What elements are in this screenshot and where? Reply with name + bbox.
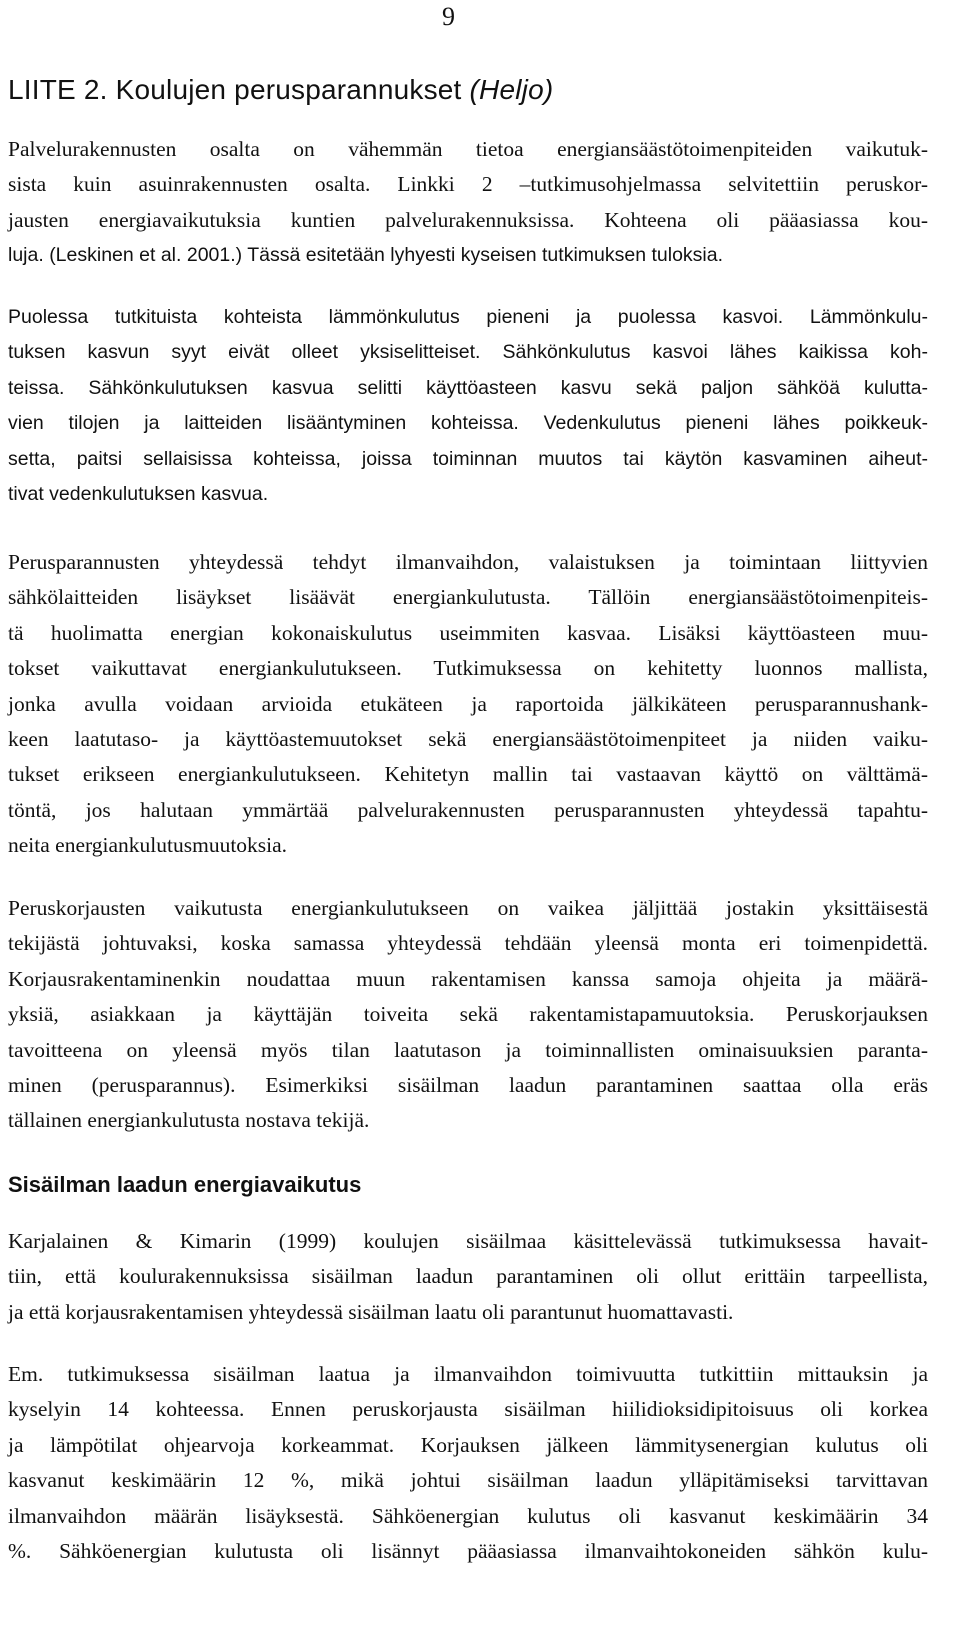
- text-line: tällainen energiankulutusta nostava tekijä.: [8, 1108, 370, 1133]
- text-line: tekijästä johtuvaksi, koska samassa yhteydessä tehdään yleensä monta eri toimenpidettä.: [8, 931, 928, 956]
- text-line: tokset vaikuttavat energiankulutukseen. Tutkimuksessa on kehitetty luonnos mallista,: [8, 656, 928, 681]
- text-line: Perusparannusten yhteydessä tehdyt ilmanvaihdon, valaistuksen ja toimintaan liittyvien: [8, 550, 928, 574]
- text-line: Palvelurakennusten osalta on vähemmän tietoa energiansäästötoimenpiteiden vaikutuk-: [8, 137, 928, 161]
- paragraph-renovation-effects: [8, 891, 928, 1139]
- text-line: kyselyin 14 kohteessa. Ennen peruskorjausta sisäilman hiilidioksidipitoisuus oli korkea: [8, 1397, 928, 1422]
- text-line: töntä, jos halutaan ymmärtää palvelurakennusten perusparannusten yhteydessä tapahtu-: [8, 797, 928, 822]
- text-line: tä huolimatta energian kokonaiskulutus useimmiten kasvaa. Lisäksi käyttöasteen muu-: [8, 620, 928, 645]
- text-line: ja että korjausrakentamisen yhteydessä sisäilman laatu oli parantunut huomattavasti.: [8, 1299, 734, 1324]
- text-line: Korjausrakentaminenkin noudattaa muun rakentamisen kanssa samoja ohjeita ja määrä-: [8, 966, 928, 991]
- text-line: tukset erikseen energiankulutukseen. Kehitetyn mallin tai vastaavan käyttö on välttämä-: [8, 762, 928, 787]
- heading-author: (Heljo): [469, 74, 554, 105]
- paragraph-measurements: [8, 1357, 928, 1569]
- text-line: Em. tutkimuksessa sisäilman laatua ja ilmanvaihdon toimivuutta tutkittiin mittauksin ja: [8, 1362, 928, 1386]
- heading-lead: LIITE 2. Koulujen perusparannukset: [8, 74, 470, 105]
- text-line: neita energiankulutusmuutoksia.: [8, 833, 288, 858]
- text-line: setta, paitsi sellaisissa kohteissa, joissa toiminnan muutos tai käytön kasvaminen aiheut-: [8, 447, 928, 470]
- text-line: ja lämpötilat ohjearvoja korkeammat. Korjauksen jälkeen lämmitysenergian kulutus oli: [8, 1432, 928, 1457]
- paragraph-indoor-air-study: [8, 1224, 928, 1330]
- text-line: Puolessa tutkituista kohteista lämmönkulutus pieneni ja puolessa kasvoi. Lämmönkulu-: [8, 306, 928, 328]
- page-number: 9: [442, 2, 455, 31]
- text-line: minen (perusparannus). Esimerkiksi sisäilman laadun parantaminen saattaa olla eräs: [8, 1073, 928, 1098]
- text-line: jonka avulla voidaan arvioida etukäteen ja raportoida jälkikäteen perusparannushank-: [8, 691, 928, 716]
- text-line: sista kuin asuinrakennusten osalta. Linkki 2 –tutkimusohjelmassa selvitettiin peruskor-: [8, 172, 928, 197]
- paragraph-intro: [8, 132, 928, 274]
- text-line: tavoitteena on yleensä myös tilan laatutason ja toiminnallisten ominaisuuksien paranta-: [8, 1037, 928, 1062]
- text-line: ilmanvaihdon määrän lisäyksestä. Sähköenergian kulutus oli kasvanut keskimäärin 34: [8, 1503, 928, 1528]
- text-line: tiin, että koulurakennuksissa sisäilman laadun parantaminen oli ollut erittäin tarpeellista,: [8, 1264, 928, 1289]
- text-line: luja. (Leskinen et al. 2001.) Tässä esitetään lyhyesti kyseisen tutkimuksen tuloksia.: [8, 244, 724, 267]
- text-line: Peruskorjausten vaikutusta energiankulutukseen on vaikea jäljittää jostakin yksittäisestä: [8, 896, 928, 920]
- text-line: vien tilojen ja laitteiden lisääntyminen kohteissa. Vedenkulutus pieneni lähes poikkeuk-: [8, 412, 928, 435]
- text-line: kasvanut keskimäärin 12 %, mikä johtui sisäilman laadun ylläpitämiseksi tarvittavan: [8, 1468, 928, 1493]
- text-line: tivat vedenkulutuksen kasvua.: [8, 483, 269, 506]
- text-line: Karjalainen & Kimarin (1999) koulujen sisäilmaa käsittelevässä tutkimuksessa havait-: [8, 1229, 928, 1253]
- text-line: teissa. Sähkönkulutuksen kasvua selitti käyttöasteen kasvu sekä paljon sähköä kulutta-: [8, 376, 928, 399]
- text-line: tuksen kasvun syyt eivät olleet yksiselitteiset. Sähkönkulutus kasvoi lähes kaikissa koh-: [8, 341, 928, 364]
- text-line: jausten energiavaikutuksia kuntien palvelurakennuksissa. Kohteena oli pääasiassa kou-: [8, 207, 928, 232]
- text-line: sähkölaitteiden lisäykset lisäävät energiankulutusta. Tällöin energiansäästötoimenpiteis-: [8, 585, 928, 610]
- text-line: yksiä, asiakkaan ja käyttäjän toiveita sekä rakentamistapamuutoksia. Peruskorjauksen: [8, 1002, 928, 1027]
- text-line: keen laatutaso- ja käyttöastemuutokset sekä energiansäästötoimenpiteet ja niiden vaiku-: [8, 727, 928, 752]
- paragraph-renovation-model: [8, 545, 928, 864]
- section-heading-indoor-air: Sisäilman laadun energiavaikutus: [8, 1172, 362, 1197]
- text-line: %. Sähköenergian kulutusta oli lisännyt pääasiassa ilmanvaihtokoneiden sähkön kulu-: [8, 1539, 928, 1564]
- page-heading: [8, 74, 553, 106]
- paragraph-consumption-results: [8, 300, 928, 512]
